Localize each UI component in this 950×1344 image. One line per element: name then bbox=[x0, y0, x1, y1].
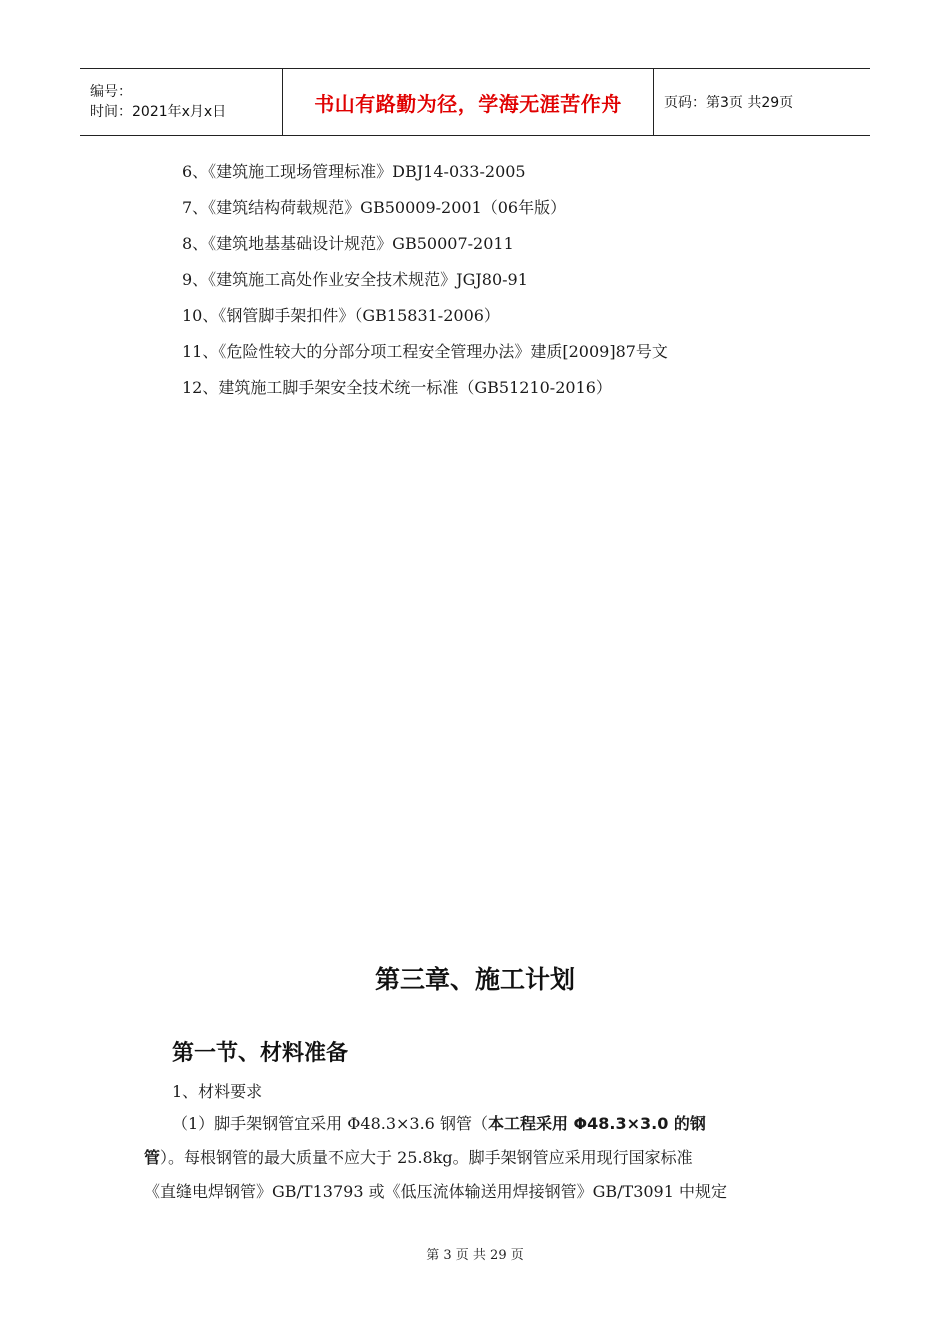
list-item: 7、《建筑结构荷载规范》GB50009-2001（06年版） bbox=[182, 198, 567, 217]
paragraph-line bbox=[144, 1146, 693, 1170]
material-requirements-heading: 1、材料要求 bbox=[172, 1082, 263, 1101]
paragraph-line: 《直缝电焊钢管》GB/T13793 或《低压流体输送用焊接钢管》GB/T3091 中规定 bbox=[144, 1182, 727, 1201]
page-footer: 第 3 页 共 29 页 bbox=[426, 1248, 524, 1263]
header-meta bbox=[80, 69, 282, 135]
list-item: 8、《建筑地基基础设计规范》GB50007-2011 bbox=[182, 234, 514, 253]
paragraph-text: （1）脚手架钢管宜采用 Φ48.3×3.6 钢管（ bbox=[172, 1114, 488, 1133]
paragraph-text: ）。每根钢管的最大质量不应大于 25.8kg。脚手架钢管应采用现行国家标准 bbox=[160, 1148, 693, 1167]
list-item: 10、《钢管脚手架扣件》（GB15831-2006） bbox=[182, 306, 500, 325]
paragraph-line bbox=[172, 1112, 706, 1136]
chapter-title: 第三章、施工计划 bbox=[374, 965, 575, 994]
list-item: 12、建筑施工脚手架安全技术统一标准（GB51210-2016） bbox=[182, 378, 612, 397]
list-item: 6、《建筑施工现场管理标准》DBJ14-033-2005 bbox=[182, 162, 526, 181]
list-item: 11、《危险性较大的分部分项工程安全管理办法》建质[2009]87号文 bbox=[182, 342, 668, 361]
section-title: 第一节、材料准备 bbox=[172, 1041, 349, 1066]
header-page-info: 页码：第3页 共29页 bbox=[664, 95, 794, 111]
document-number-label: 编号： bbox=[90, 84, 132, 100]
page-header bbox=[80, 68, 870, 136]
list-item: 9、《建筑施工高处作业安全技术规范》JGJ80-91 bbox=[182, 270, 528, 289]
header-motto: 书山有路勤为径，学海无涯苦作舟 bbox=[282, 69, 654, 135]
paragraph-emphasis: 本工程采用 Φ48.3×3.0 的钢 bbox=[487, 1114, 706, 1133]
document-date: 时间：2021年x月x日 bbox=[90, 104, 227, 120]
paragraph-emphasis: 管 bbox=[144, 1148, 161, 1167]
reference-list bbox=[182, 160, 668, 412]
